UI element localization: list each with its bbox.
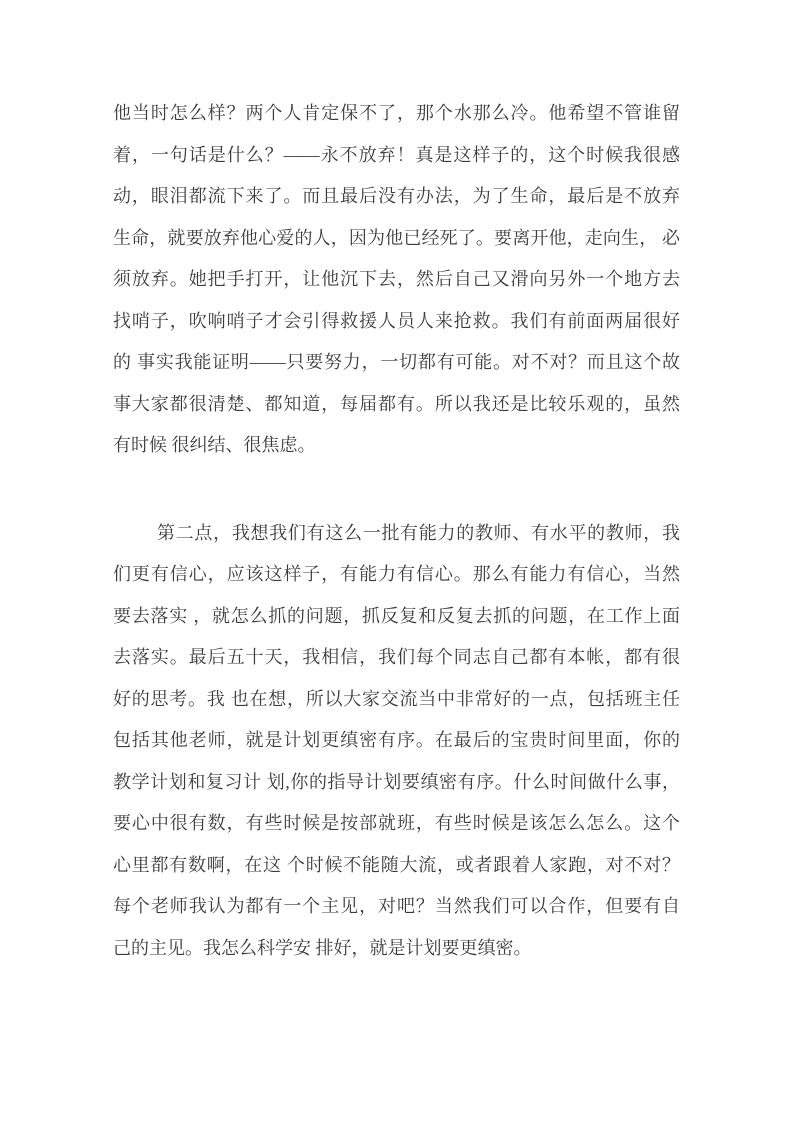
text-line: 找哨子，吹响哨子才会引得救援人员人来抢救。我们有前面两届很好 — [113, 310, 680, 331]
text-line: 他当时怎么样？两个人肯定保不了，那个水那么冷。他希望不管谁留 — [113, 103, 680, 123]
text-line: 去落实。最后五十天，我相信，我们每个同志自己都有本帐，都有很 — [113, 647, 680, 667]
text-line: 要去落实 ，就怎么抓的问题，抓反复和反复去抓的问题，在工作上面 — [113, 605, 680, 626]
text-line: 着，一句话是什么？——永不放弃！真是这样子的，这个时候我很感 — [113, 144, 680, 165]
text-line: 第二点，我想我们有这么一批有能力的教师、有水平的教师，我 — [157, 522, 680, 543]
text-line: 包括其他老师，就是计划更缜密有序。在最后的宝贵时间里面，你的 — [113, 730, 680, 750]
text-line: 们更有信心，应该这样子，有能力有信心。那么有能力有信心，当然 — [113, 564, 680, 584]
text-line: 动，眼泪都流下来了。而且最后没有办法，为了生命，最后是不放弃 — [113, 186, 680, 206]
paragraph — [113, 93, 680, 467]
text-line: 有时候 很纠结、很焦虑。 — [113, 435, 316, 455]
text-line: 每个老师我认为都有一个主见，对吧？当然我们可以合作，但要有自 — [113, 896, 680, 916]
text-line: 要心中很有数，有些时候是按部就班，有些时候是该怎么怎么。这个 — [113, 813, 680, 833]
text-line: 事大家都很清楚、都知道，每届都有。所以我还是比较乐观的，虽然 — [113, 393, 680, 414]
text-line: 的 事实我能证明——只要努力，一切都有可能。对不对？而且这个故 — [113, 352, 680, 372]
text-line: 须放弃。她把手打开，让他沉下去，然后自己又滑向另外一个地方去 — [113, 269, 680, 289]
text-line: 教学计划和复习计 划,你的指导计划要缜密有序。什么时间做什么事， — [113, 771, 680, 792]
text-line: 己的主见。我怎么科学安 排好，就是计划要更缜密。 — [113, 937, 532, 958]
text-line: 生命，就要放弃他心爱的人，因为他已经死了。要离开他，走向生， 必 — [113, 227, 680, 248]
paragraph — [113, 513, 680, 970]
text-block — [113, 93, 680, 969]
text-line: 好的思考。我 也在想，所以大家交流当中非常好的一点，包括班主任 — [113, 688, 680, 709]
text-line: 心里都有数啊，在这 个时候不能随大流，或者跟着人家跑，对不对？ — [113, 854, 680, 875]
